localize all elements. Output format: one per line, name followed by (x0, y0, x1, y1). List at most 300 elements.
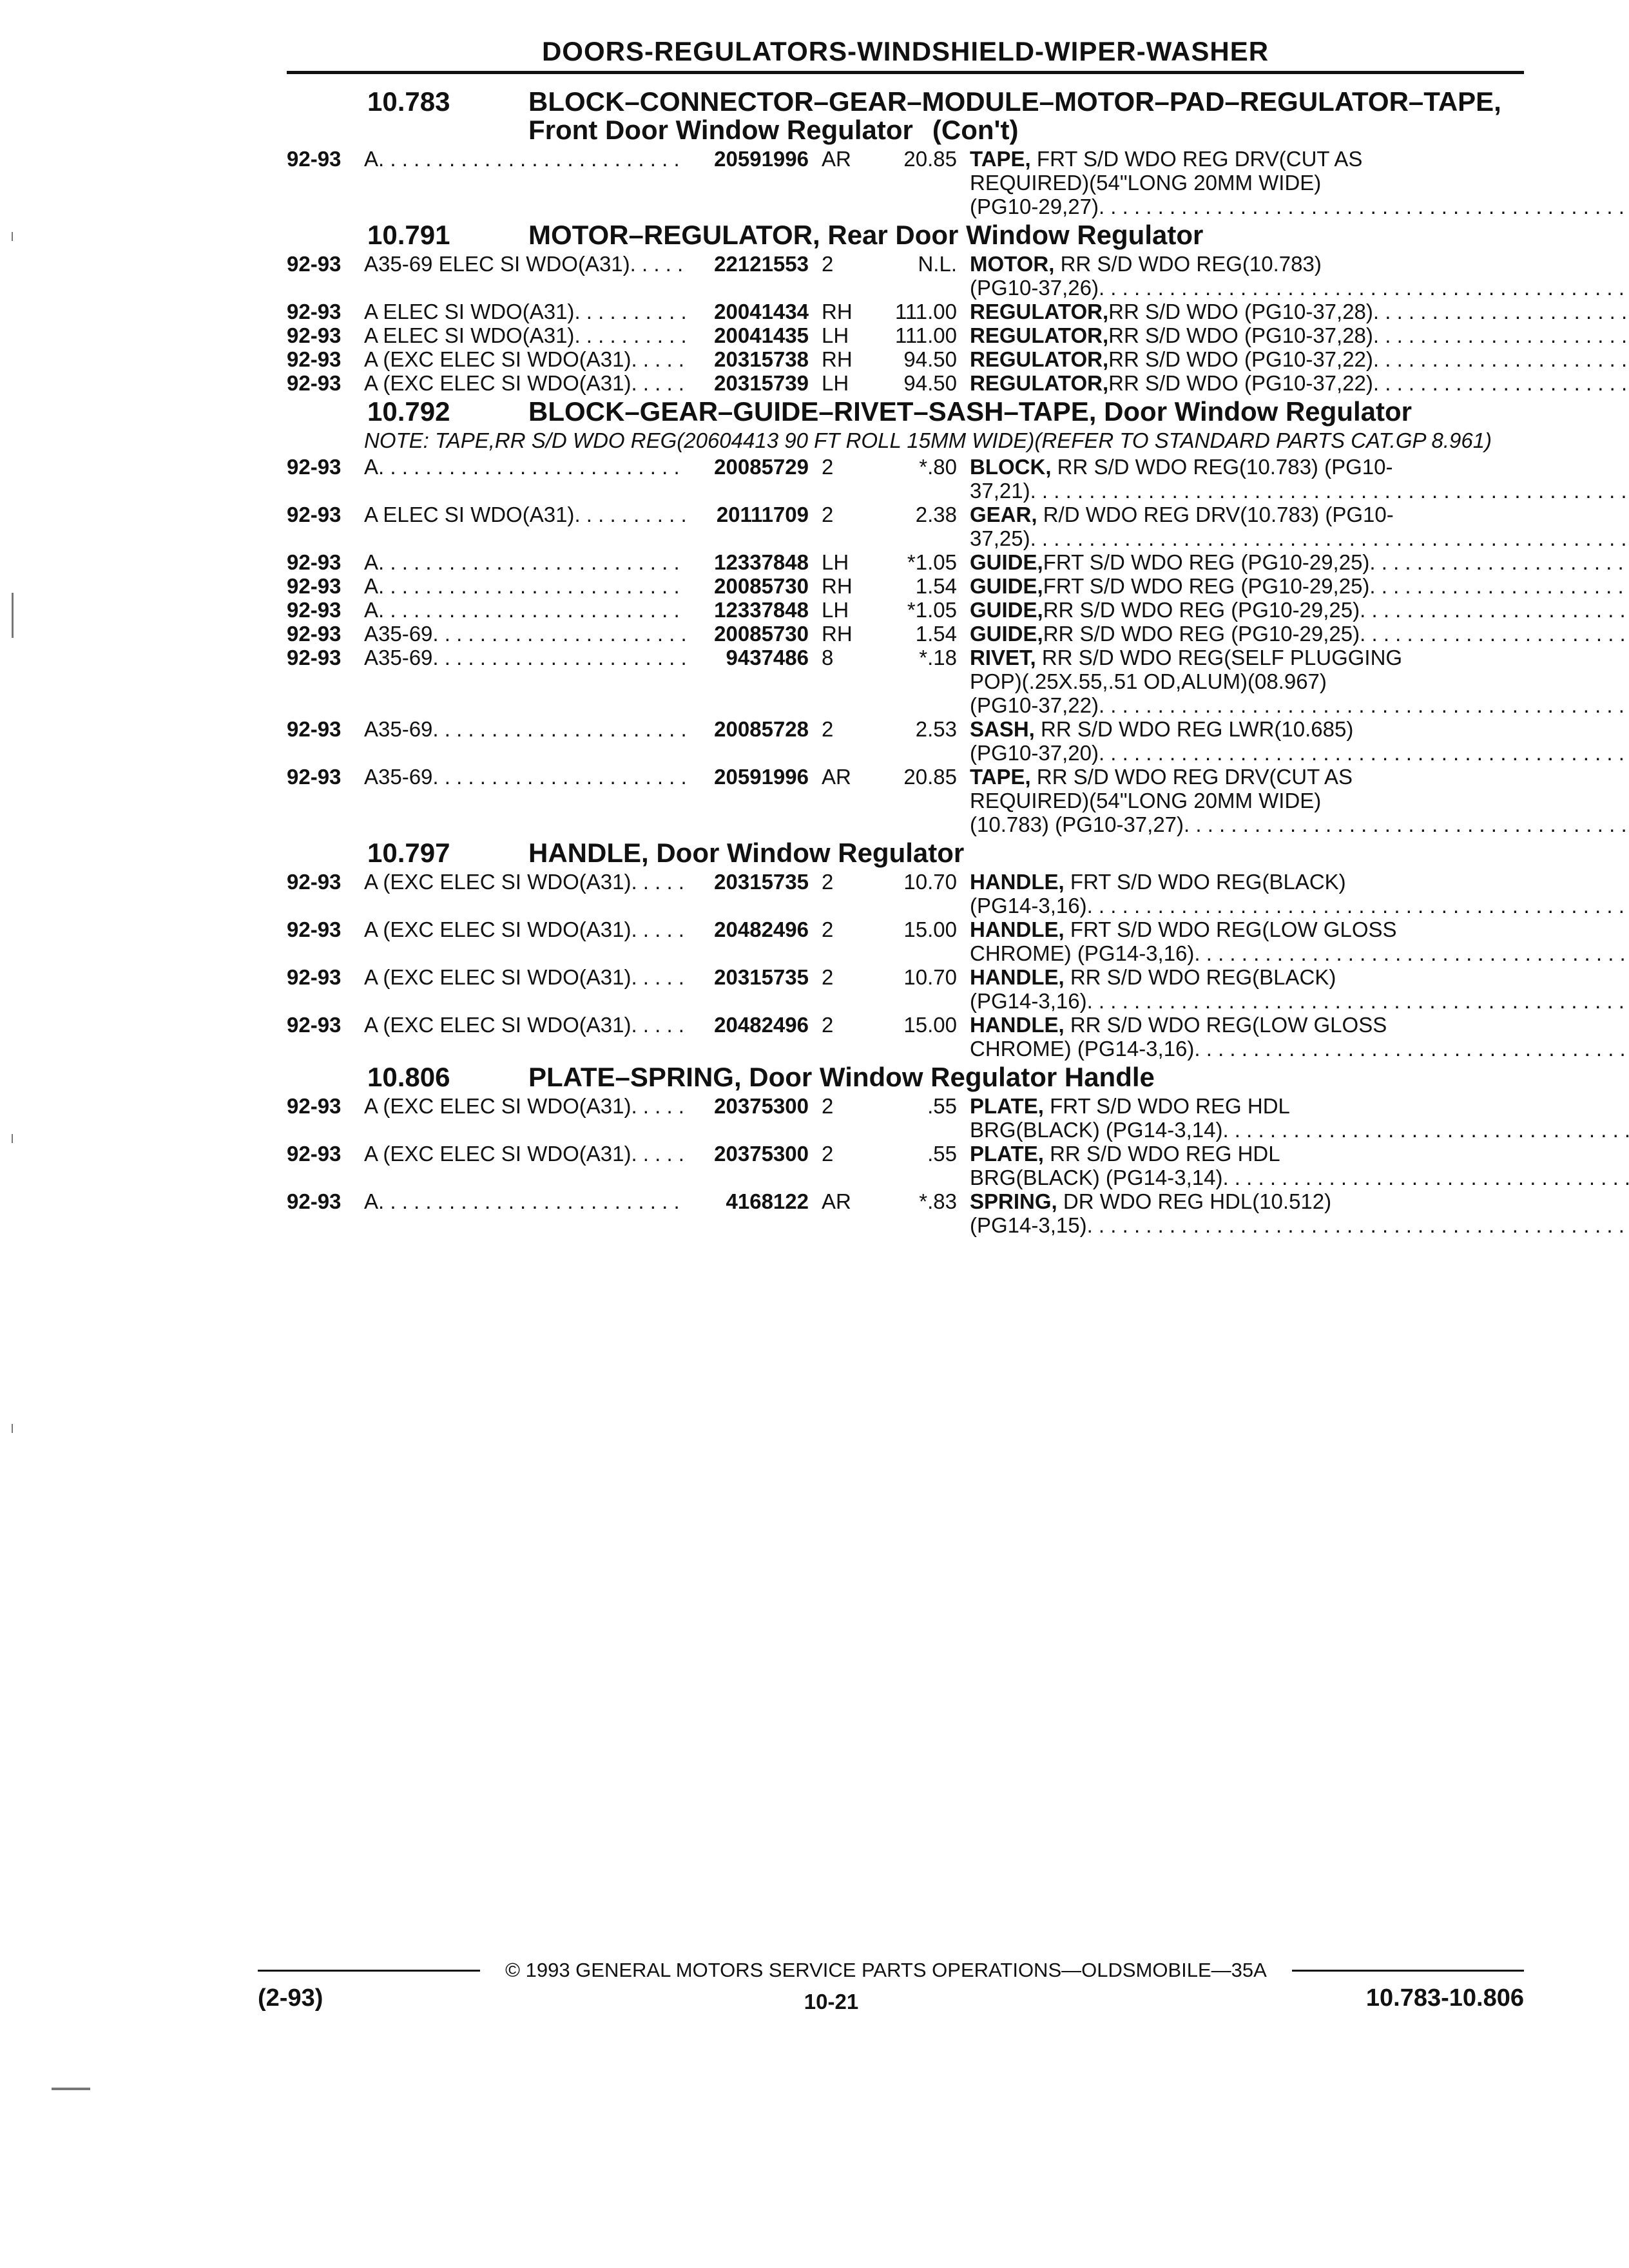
catalog-section (287, 221, 1524, 395)
description-text: POP)(.25X.55,.51 OD,ALUM)(08.967) (970, 669, 1327, 693)
part-number: 20482496 (714, 1013, 809, 1037)
part-row (287, 598, 1524, 622)
section-title-text: BLOCK–CONNECTOR–GEAR–MODULE–MOTOR–PAD–REGULATOR–TAPE, Front Door Window Regulator (528, 86, 1501, 145)
model-years: 92-93 (287, 147, 342, 171)
section-number: 10.783 (367, 86, 450, 117)
model-applicability (364, 1189, 686, 1213)
part-number: 12337848 (714, 598, 809, 622)
part-number: 20315735 (714, 965, 809, 989)
description-text: RR S/D WDO (PG10-37,28) (1108, 300, 1373, 323)
description-line (970, 479, 1629, 503)
leader-dots (574, 300, 686, 323)
description-keyword: SASH, (970, 717, 1035, 741)
description-keyword: GEAR, (970, 503, 1037, 526)
price: .55 (927, 1094, 957, 1118)
model-years: 92-93 (287, 1013, 342, 1037)
description-keyword: PLATE, (970, 1094, 1044, 1118)
part-number: 20482496 (714, 918, 809, 941)
price: 2.53 (915, 717, 957, 741)
leader-dots (631, 1013, 686, 1037)
section-title-text: MOTOR–REGULATOR, Rear Door Window Regulator (528, 220, 1204, 250)
part-row (287, 717, 1524, 765)
model-applicability (364, 1094, 686, 1118)
section-note: NOTE: TAPE,RR S/D WDO REG(20604413 90 FT ROLL 15MM WIDE)(REFER TO STANDARD PARTS CAT.GP 8.961) (364, 428, 1492, 452)
quantity: 2 (822, 965, 834, 989)
price: .55 (927, 1142, 957, 1166)
part-description (970, 574, 1629, 598)
description-line (970, 965, 1629, 989)
part-number: 20085728 (714, 717, 809, 741)
model-years: 92-93 (287, 503, 342, 526)
description-line (970, 171, 1629, 195)
section-number: 10.791 (367, 220, 450, 250)
model-text: A (EXC ELEC SI WDO(A31) (364, 371, 631, 395)
description-text: RR S/D WDO REG (PG10-29,25) (1043, 622, 1360, 646)
description-text: RR S/D WDO REG (PG10-29,25) (1043, 598, 1360, 622)
section-number: 10.797 (367, 838, 450, 868)
scan-mark (12, 1134, 13, 1143)
description-line (970, 371, 1629, 395)
part-row (287, 765, 1524, 836)
leader-dots (378, 550, 686, 574)
description-text: DR WDO REG HDL(10.512) (1063, 1189, 1332, 1213)
quantity: 2 (822, 503, 834, 526)
description-text: RR S/D WDO (PG10-37,22) (1108, 371, 1373, 395)
description-text: RR S/D WDO REG(LOW GLOSS (1070, 1013, 1387, 1037)
footer-rule-right (1292, 1970, 1524, 1972)
leader-dots (432, 646, 686, 669)
leader-dots (1373, 371, 1629, 395)
part-description (970, 598, 1629, 622)
section-heading (287, 398, 1524, 426)
catalog-section (287, 88, 1524, 218)
price: 111.00 (894, 323, 957, 347)
description-line (970, 646, 1629, 669)
section-heading (287, 839, 1524, 867)
part-number: 20041434 (714, 300, 809, 323)
quantity: LH (822, 323, 849, 347)
leader-dots (1373, 323, 1629, 347)
price: *.18 (919, 646, 957, 669)
description-text: RR S/D WDO REG(SELF PLUGGING (1041, 646, 1403, 669)
leader-dots (1099, 195, 1629, 218)
description-text: FRT S/D WDO REG(BLACK) (1070, 870, 1346, 894)
description-keyword: REGULATOR, (970, 300, 1109, 323)
description-text: FRT S/D WDO REG (PG10-29,25) (1043, 550, 1370, 574)
model-applicability (364, 252, 686, 276)
model-years: 92-93 (287, 646, 342, 669)
description-line (970, 870, 1629, 894)
description-keyword: RIVET, (970, 646, 1036, 669)
part-row (287, 503, 1524, 550)
leader-dots (631, 1142, 686, 1166)
part-row (287, 1013, 1524, 1061)
catalog-section (287, 839, 1524, 1061)
description-text: FRT S/D WDO REG HDL (1050, 1094, 1290, 1118)
model-applicability (364, 622, 686, 646)
parts-list (287, 85, 1524, 1237)
part-row (287, 550, 1524, 574)
price: 111.00 (894, 300, 957, 323)
catalog-section (287, 398, 1524, 836)
part-description (970, 717, 1629, 765)
leader-dots (378, 147, 686, 171)
description-text: (10.783) (PG10-37,27) (970, 812, 1184, 836)
section-heading (287, 221, 1524, 249)
part-number: 20375300 (714, 1142, 809, 1166)
description-keyword: TAPE, (970, 765, 1031, 789)
part-number: 9437486 (726, 646, 809, 669)
part-description (970, 646, 1629, 717)
description-keyword: GUIDE, (970, 574, 1043, 598)
leader-dots (1222, 1118, 1629, 1142)
part-description (970, 918, 1629, 965)
price: 1.54 (915, 574, 957, 598)
part-description (970, 622, 1629, 646)
quantity: RH (822, 300, 853, 323)
part-description (970, 300, 1629, 323)
description-text: FRT S/D WDO REG(LOW GLOSS (1070, 918, 1397, 941)
section-number: 10.792 (367, 396, 450, 427)
description-text: CHROME) (PG14-3,16) (970, 1037, 1195, 1061)
model-text: A (EXC ELEC SI WDO(A31) (364, 1013, 631, 1037)
part-row (287, 371, 1524, 395)
price: *1.05 (907, 598, 957, 622)
description-text: 37,25) (970, 526, 1030, 550)
model-text: A (364, 550, 379, 574)
model-years: 92-93 (287, 550, 342, 574)
description-keyword: REGULATOR, (970, 323, 1109, 347)
quantity: 2 (822, 1094, 834, 1118)
description-text: REQUIRED)(54"LONG 20MM WIDE) (970, 171, 1322, 195)
description-line (970, 347, 1629, 371)
model-text: A (EXC ELEC SI WDO(A31) (364, 870, 631, 894)
model-applicability (364, 965, 686, 989)
part-description (970, 252, 1629, 300)
model-applicability (364, 717, 686, 741)
description-line (970, 918, 1629, 941)
description-text: RR S/D WDO REG(BLACK) (1070, 965, 1336, 989)
section-heading (287, 1063, 1524, 1091)
model-years: 92-93 (287, 300, 342, 323)
description-text: (PG10-37,22) (970, 693, 1099, 717)
description-text: REQUIRED)(54"LONG 20MM WIDE) (970, 789, 1322, 812)
model-applicability (364, 918, 686, 941)
model-years: 92-93 (287, 574, 342, 598)
description-line (970, 574, 1629, 598)
model-applicability (364, 371, 686, 395)
leader-dots (1099, 276, 1629, 300)
footer-rule-left (258, 1970, 480, 1972)
catalog-section (287, 1063, 1524, 1237)
description-keyword: HANDLE, (970, 870, 1065, 894)
model-applicability (364, 574, 686, 598)
description-line (970, 1037, 1629, 1061)
quantity: 2 (822, 870, 834, 894)
part-description (970, 1189, 1629, 1237)
leader-dots (1369, 574, 1629, 598)
description-keyword: REGULATOR, (970, 347, 1109, 371)
section-title (528, 839, 1524, 867)
model-text: A35-69 (364, 717, 433, 741)
leader-dots (631, 965, 686, 989)
scan-mark (12, 593, 14, 638)
leader-dots (432, 622, 686, 646)
model-applicability (364, 455, 686, 479)
description-text: CHROME) (PG14-3,16) (970, 941, 1195, 965)
model-text: A35-69 (364, 622, 433, 646)
footer-copyright: © 1993 GENERAL MOTORS SERVICE PARTS OPERATIONS—OLDSMOBILE—35A (505, 1959, 1267, 1981)
section-title-text: PLATE–SPRING, Door Window Regulator Handle (528, 1062, 1155, 1092)
description-keyword: GUIDE, (970, 622, 1043, 646)
scan-mark (12, 232, 13, 241)
leader-dots (378, 1189, 686, 1213)
description-keyword: REGULATOR, (970, 371, 1109, 395)
leader-dots (1194, 941, 1629, 965)
page-number: 10-21 (804, 1990, 859, 2013)
price: 94.50 (903, 371, 957, 395)
section-title (528, 221, 1524, 249)
quantity: 2 (822, 1013, 834, 1037)
leader-dots (574, 323, 686, 347)
quantity: 2 (822, 455, 834, 479)
part-row (287, 574, 1524, 598)
leader-dots (378, 574, 686, 598)
description-text: RR S/D WDO (PG10-37,28) (1108, 323, 1373, 347)
description-text: (PG14-3,16) (970, 894, 1087, 918)
quantity: LH (822, 550, 849, 574)
model-applicability (364, 503, 686, 526)
model-years: 92-93 (287, 1189, 342, 1213)
part-description (970, 347, 1629, 371)
model-applicability (364, 323, 686, 347)
part-row (287, 870, 1524, 918)
quantity: LH (822, 371, 849, 395)
model-years: 92-93 (287, 252, 342, 276)
model-applicability (364, 646, 686, 669)
scan-mark (12, 1424, 13, 1433)
section-title-text: BLOCK–GEAR–GUIDE–RIVET–SASH–TAPE, Door Window Regulator (528, 396, 1412, 427)
quantity: AR (822, 765, 851, 789)
description-keyword: HANDLE, (970, 965, 1065, 989)
description-text: RR S/D WDO REG HDL (1050, 1142, 1280, 1166)
quantity: RH (822, 622, 853, 646)
section-heading (287, 88, 1524, 144)
description-keyword: GUIDE, (970, 550, 1043, 574)
description-text: RR S/D WDO REG LWR(10.685) (1041, 717, 1354, 741)
model-years: 92-93 (287, 1142, 342, 1166)
description-line (970, 300, 1629, 323)
model-text: A ELEC SI WDO(A31) (364, 323, 575, 347)
leader-dots (432, 717, 686, 741)
description-line (970, 765, 1629, 789)
page-title: DOORS-REGULATORS-WINDSHIELD-WIPER-WASHER (541, 36, 1269, 66)
model-years: 92-93 (287, 717, 342, 741)
section-title (528, 88, 1524, 144)
quantity: LH (822, 598, 849, 622)
description-line (970, 622, 1629, 646)
part-description (970, 1142, 1629, 1189)
description-line (970, 147, 1629, 171)
quantity: AR (822, 147, 851, 171)
part-number: 20591996 (714, 765, 809, 789)
part-row (287, 622, 1524, 646)
leader-dots (1087, 989, 1629, 1013)
leader-dots (631, 371, 686, 395)
description-text: FRT S/D WDO REG (PG10-29,25) (1043, 574, 1370, 598)
leader-dots (432, 765, 686, 789)
description-keyword: GUIDE, (970, 598, 1043, 622)
part-number: 20315735 (714, 870, 809, 894)
leader-dots (1184, 812, 1629, 836)
section-title-text: HANDLE, Door Window Regulator (528, 838, 965, 868)
leader-dots (1087, 1213, 1629, 1237)
description-line (970, 252, 1629, 276)
description-line (970, 598, 1629, 622)
leader-dots (1360, 598, 1629, 622)
leader-dots (1087, 894, 1629, 918)
leader-dots (630, 252, 686, 276)
model-applicability (364, 1013, 686, 1037)
part-description (970, 455, 1629, 503)
section-title (528, 1063, 1524, 1091)
price: 15.00 (903, 918, 957, 941)
leader-dots (1222, 1166, 1629, 1189)
model-applicability (364, 1142, 686, 1166)
quantity: RH (822, 347, 853, 371)
description-text: RR S/D WDO (PG10-37,22) (1108, 347, 1373, 371)
price: N.L. (918, 252, 957, 276)
description-keyword: PLATE, (970, 1142, 1044, 1166)
leader-dots (631, 347, 686, 371)
leader-dots (631, 918, 686, 941)
model-text: A (364, 147, 379, 171)
part-description (970, 765, 1629, 836)
model-years: 92-93 (287, 1094, 342, 1118)
description-line (970, 1166, 1629, 1189)
leader-dots (1360, 622, 1629, 646)
quantity: 8 (822, 646, 834, 669)
description-line (970, 503, 1629, 526)
description-line (970, 1189, 1629, 1213)
model-years: 92-93 (287, 455, 342, 479)
description-keyword: MOTOR, (970, 252, 1055, 276)
description-keyword: TAPE, (970, 147, 1031, 171)
part-number: 12337848 (714, 550, 809, 574)
quantity: 2 (822, 918, 834, 941)
part-description (970, 371, 1629, 395)
model-years: 92-93 (287, 371, 342, 395)
model-years: 92-93 (287, 918, 342, 941)
leader-dots (1194, 1037, 1629, 1061)
description-line (970, 1094, 1629, 1118)
model-years: 92-93 (287, 765, 342, 789)
leader-dots (1099, 741, 1629, 765)
price: *.80 (919, 455, 957, 479)
model-applicability (364, 870, 686, 894)
part-row (287, 347, 1524, 371)
leader-dots (631, 1094, 686, 1118)
description-keyword: HANDLE, (970, 1013, 1065, 1037)
part-row (287, 646, 1524, 717)
part-number: 22121553 (714, 252, 809, 276)
leader-dots (1373, 347, 1629, 371)
price: 10.70 (903, 870, 957, 894)
description-line (970, 717, 1629, 741)
description-text: FRT S/D WDO REG DRV(CUT AS (1036, 147, 1363, 171)
model-years: 92-93 (287, 622, 342, 646)
description-text: (PG10-29,27) (970, 195, 1099, 218)
description-line (970, 526, 1629, 550)
description-text: (PG10-37,20) (970, 741, 1099, 765)
part-row (287, 147, 1524, 218)
part-description (970, 1013, 1629, 1061)
part-row (287, 1094, 1524, 1142)
description-line (970, 812, 1629, 836)
description-line (970, 1142, 1629, 1166)
description-keyword: BLOCK, (970, 455, 1052, 479)
part-row (287, 965, 1524, 1013)
part-number: 20315739 (714, 371, 809, 395)
description-line (970, 1013, 1629, 1037)
description-text: (PG14-3,15) (970, 1213, 1087, 1237)
quantity: AR (822, 1189, 851, 1213)
model-text: A (EXC ELEC SI WDO(A31) (364, 347, 631, 371)
model-applicability (364, 147, 686, 171)
leader-dots (1030, 479, 1629, 503)
part-row (287, 1189, 1524, 1237)
model-years: 92-93 (287, 870, 342, 894)
leader-dots (1099, 693, 1629, 717)
model-text: A ELEC SI WDO(A31) (364, 503, 575, 526)
leader-dots (631, 870, 686, 894)
part-description (970, 323, 1629, 347)
model-text: A (364, 598, 379, 622)
part-description (970, 550, 1629, 574)
part-row (287, 918, 1524, 965)
model-years: 92-93 (287, 347, 342, 371)
price: 10.70 (903, 965, 957, 989)
part-description (970, 147, 1629, 218)
part-row (287, 300, 1524, 323)
part-number: 20041435 (714, 323, 809, 347)
model-text: A35-69 (364, 765, 433, 789)
model-applicability (364, 300, 686, 323)
leader-dots (378, 455, 686, 479)
model-applicability (364, 765, 686, 789)
model-years: 92-93 (287, 323, 342, 347)
model-text: A ELEC SI WDO(A31) (364, 300, 575, 323)
description-text: RR S/D WDO REG(10.783) (1060, 252, 1322, 276)
description-line (970, 1118, 1629, 1142)
leader-dots (1369, 550, 1629, 574)
section-title (528, 398, 1524, 426)
description-line (970, 669, 1629, 693)
part-row (287, 252, 1524, 300)
leader-dots (574, 503, 686, 526)
part-row (287, 455, 1524, 503)
footer-date: (2-93) (258, 1984, 323, 2012)
quantity: 2 (822, 1142, 834, 1166)
model-text: A (EXC ELEC SI WDO(A31) (364, 965, 631, 989)
part-description (970, 1094, 1629, 1142)
description-line (970, 789, 1629, 812)
scan-mark (52, 2088, 90, 2090)
model-text: A (364, 1189, 379, 1213)
price: 2.38 (915, 503, 957, 526)
part-row (287, 323, 1524, 347)
model-text: A35-69 ELEC SI WDO(A31) (364, 252, 630, 276)
